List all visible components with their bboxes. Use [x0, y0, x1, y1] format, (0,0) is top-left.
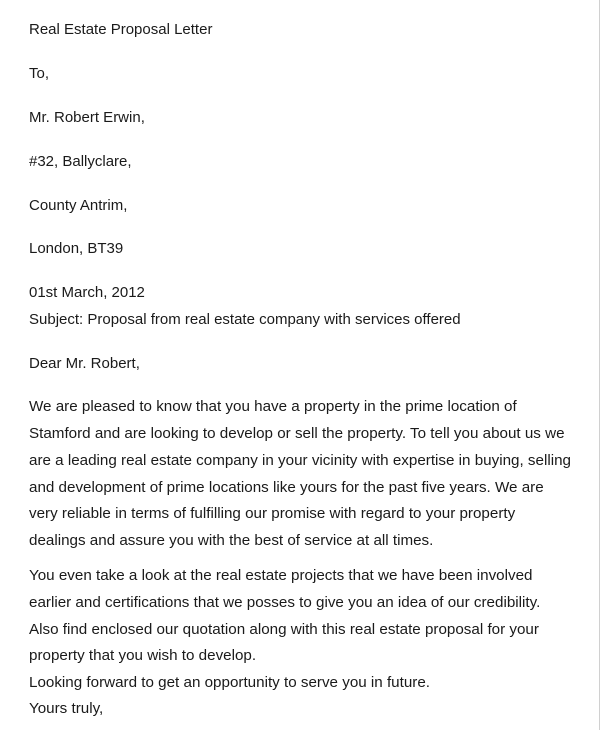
- paragraph1-line: dealings and assure you with the best of service at all times.: [29, 532, 434, 549]
- salutation: Dear Mr. Robert,: [29, 355, 140, 372]
- recipient-name: Mr. Robert Erwin,: [29, 109, 145, 126]
- address-line-3: London, BT39: [29, 240, 124, 257]
- paragraph1-line: Stamford and are looking to develop or sell the property. To tell you about us we: [29, 425, 565, 442]
- paragraph1-line: and development of prime locations like yours for the past five years. We are: [29, 479, 544, 496]
- letter-subject: Subject: Proposal from real estate company with services offered: [29, 311, 461, 328]
- address-line-2: County Antrim,: [29, 197, 128, 214]
- letter-title: Real Estate Proposal Letter: [29, 21, 213, 38]
- paragraph1-line: very reliable in terms of fulfilling our promise with regard to your property: [29, 505, 516, 522]
- closing-line: Looking forward to get an opportunity to serve you in future.: [29, 674, 431, 691]
- paragraph2-line: earlier and certifications that we posses to give you an idea of our credibility.: [29, 594, 541, 611]
- address-line-1: #32, Ballyclare,: [29, 153, 132, 170]
- letter-date: 01st March, 2012: [29, 284, 145, 301]
- paragraph1-line: We are pleased to know that you have a property in the prime location of: [29, 398, 517, 415]
- paragraph1-line: are a leading real estate company in your vicinity with expertise in buying, selling: [29, 452, 571, 469]
- paragraph2-line: You even take a look at the real estate projects that we have been involved: [29, 567, 533, 584]
- paragraph2-line: Also find enclosed our quotation along with this real estate proposal for your: [29, 621, 539, 638]
- to-label: To,: [29, 65, 50, 82]
- paragraph2-line: property that you wish to develop.: [29, 647, 257, 664]
- sign-off: Yours truly,: [29, 700, 104, 717]
